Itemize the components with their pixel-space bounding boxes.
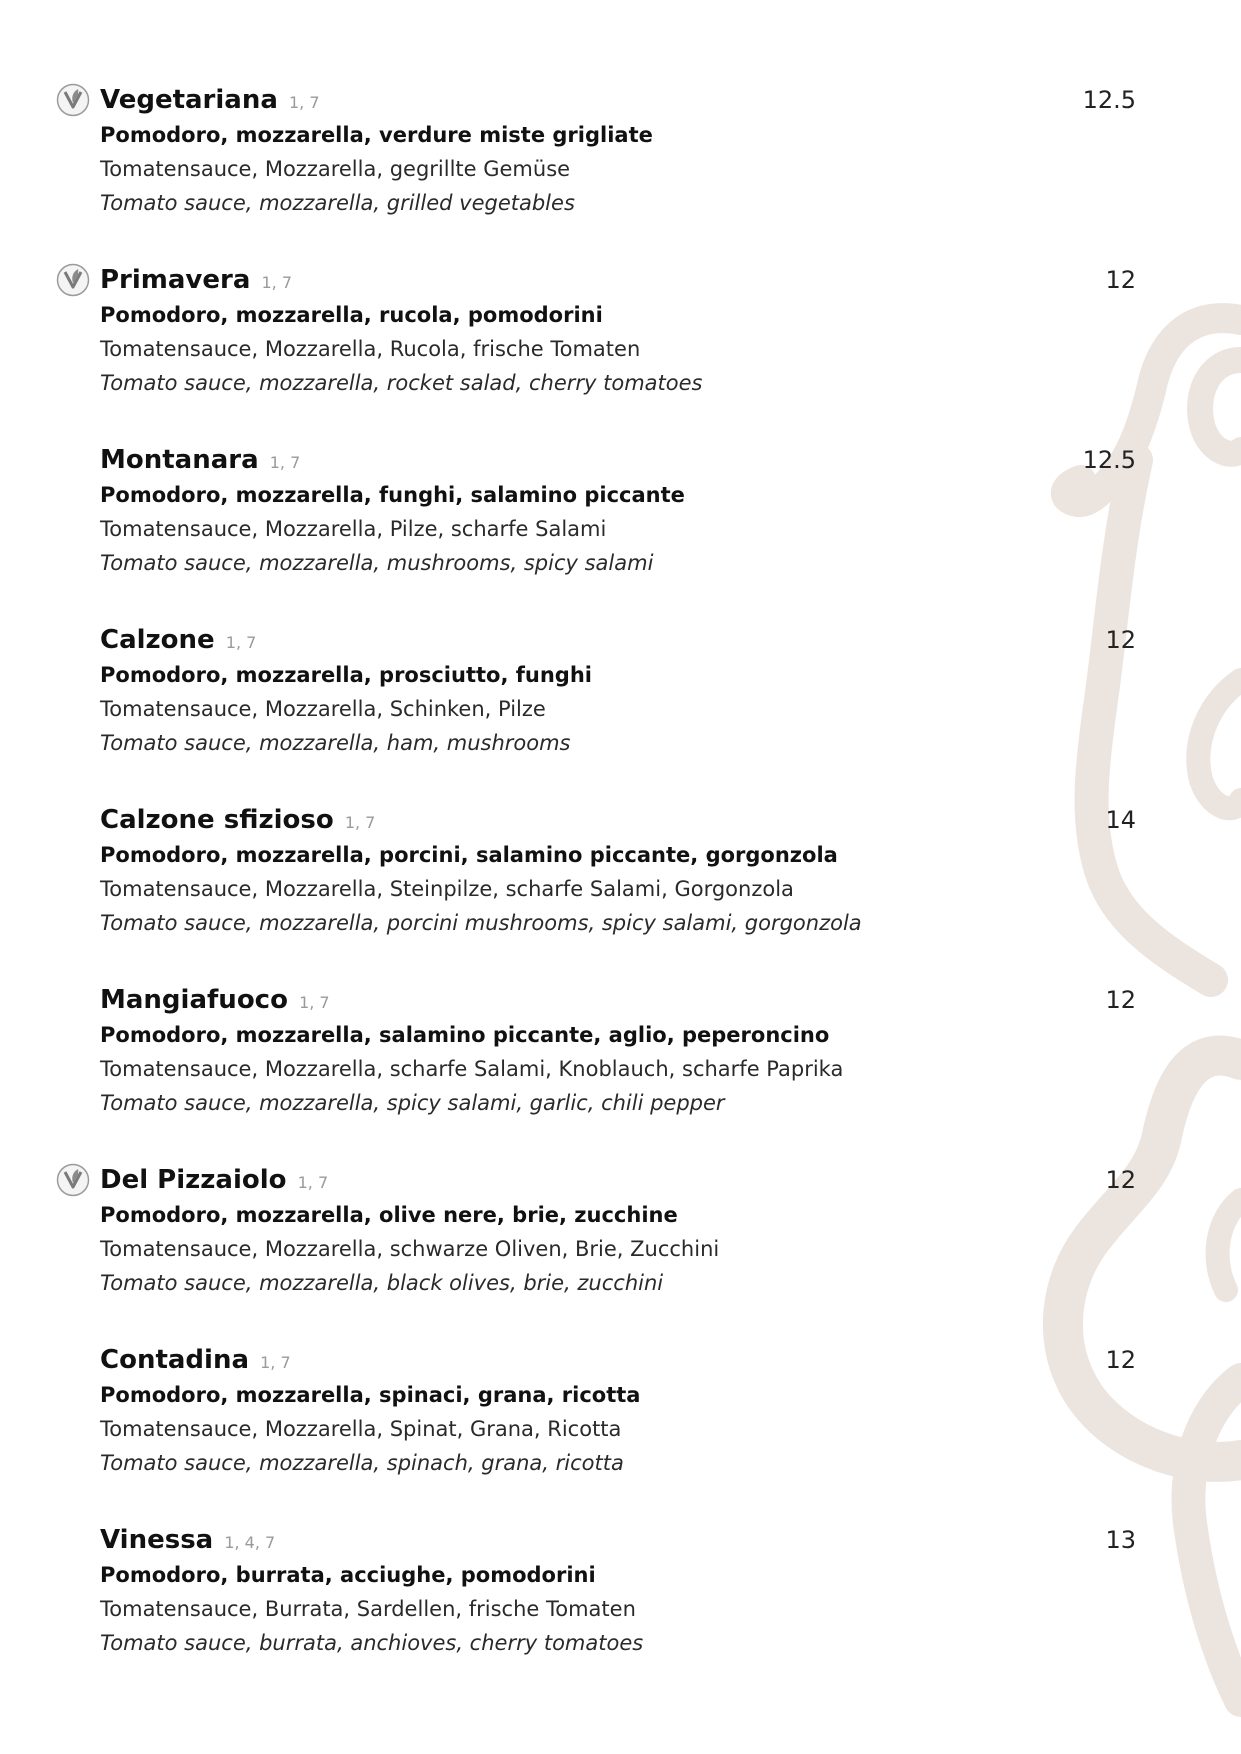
item-price: 13 <box>1105 1526 1136 1554</box>
description-english: Tomato sauce, mozzarella, spicy salami, garlic, chili pepper <box>100 1091 725 1115</box>
description-german: Tomatensauce, Mozzarella, schwarze Oliven, Brie, Zucchini <box>100 1237 720 1261</box>
description-italian: Pomodoro, mozzarella, verdure miste grigliate <box>100 123 653 147</box>
item-name: Contadina <box>100 1345 250 1375</box>
item-allergens: 1, 7 <box>225 633 257 652</box>
pizza-menu <box>56 83 1136 1703</box>
item-allergens: 1, 7 <box>269 453 301 472</box>
description-german: Tomatensauce, Mozzarella, Pilze, scharfe Salami <box>100 517 607 541</box>
menu-item-primavera <box>56 263 1136 443</box>
description-italian: Pomodoro, mozzarella, rucola, pomodorini <box>100 303 603 327</box>
menu-item-contadina <box>56 1343 1136 1523</box>
item-allergens: 1, 7 <box>297 1173 329 1192</box>
description-german: Tomatensauce, Mozzarella, Rucola, frische Tomaten <box>100 337 641 361</box>
menu-item-calzone <box>56 623 1136 803</box>
menu-item-calzone-sfizioso <box>56 803 1136 983</box>
item-price: 12 <box>1105 266 1136 294</box>
description-italian: Pomodoro, burrata, acciughe, pomodorini <box>100 1563 596 1587</box>
description-italian: Pomodoro, mozzarella, porcini, salamino piccante, gorgonzola <box>100 843 838 867</box>
description-english: Tomato sauce, mozzarella, grilled vegetables <box>100 191 575 215</box>
item-name: Calzone sfizioso <box>100 805 334 835</box>
menu-item-mangiafuoco <box>56 983 1136 1163</box>
description-german: Tomatensauce, Mozzarella, Steinpilze, scharfe Salami, Gorgonzola <box>100 877 794 901</box>
description-english: Tomato sauce, mozzarella, ham, mushrooms <box>100 731 571 755</box>
item-price: 12.5 <box>1082 86 1136 114</box>
item-name: Calzone <box>100 625 215 655</box>
item-name: Mangiafuoco <box>100 985 288 1015</box>
description-italian: Pomodoro, mozzarella, olive nere, brie, zucchine <box>100 1203 678 1227</box>
vegetarian-icon <box>56 263 90 297</box>
item-price: 12 <box>1105 1346 1136 1374</box>
description-italian: Pomodoro, mozzarella, salamino piccante, aglio, peperoncino <box>100 1023 830 1047</box>
item-price: 12 <box>1105 626 1136 654</box>
item-price: 12.5 <box>1082 446 1136 474</box>
description-english: Tomato sauce, mozzarella, spinach, grana, ricotta <box>100 1451 624 1475</box>
menu-item-vinessa <box>56 1523 1136 1703</box>
item-name: Del Pizzaiolo <box>100 1165 287 1195</box>
vegetarian-icon <box>56 83 90 117</box>
item-price: 12 <box>1105 986 1136 1014</box>
item-allergens: 1, 7 <box>261 273 293 292</box>
item-name: Vegetariana <box>100 85 278 115</box>
description-italian: Pomodoro, mozzarella, funghi, salamino piccante <box>100 483 685 507</box>
description-english: Tomato sauce, mozzarella, black olives, brie, zucchini <box>100 1271 664 1295</box>
description-english: Tomato sauce, burrata, anchioves, cherry tomatoes <box>100 1631 644 1655</box>
menu-item-del-pizzaiolo <box>56 1163 1136 1343</box>
description-german: Tomatensauce, Mozzarella, gegrillte Gemüse <box>100 157 571 181</box>
menu-item-montanara <box>56 443 1136 623</box>
menu-item-vegetariana <box>56 83 1136 263</box>
description-english: Tomato sauce, mozzarella, rocket salad, cherry tomatoes <box>100 371 703 395</box>
item-allergens: 1, 7 <box>344 813 376 832</box>
item-name: Primavera <box>100 265 251 295</box>
description-english: Tomato sauce, mozzarella, porcini mushrooms, spicy salami, gorgonzola <box>100 911 862 935</box>
description-english: Tomato sauce, mozzarella, mushrooms, spicy salami <box>100 551 654 575</box>
vegetarian-icon <box>56 1163 90 1197</box>
item-allergens: 1, 7 <box>299 993 330 1012</box>
item-price: 12 <box>1105 1166 1136 1194</box>
description-german: Tomatensauce, Burrata, Sardellen, frische Tomaten <box>100 1597 636 1621</box>
item-name: Montanara <box>100 445 259 475</box>
description-german: Tomatensauce, Mozzarella, scharfe Salami, Knoblauch, scharfe Paprika <box>100 1057 844 1081</box>
description-german: Tomatensauce, Mozzarella, Schinken, Pilze <box>100 697 546 721</box>
item-allergens: 1, 4, 7 <box>224 1533 276 1552</box>
item-allergens: 1, 7 <box>288 93 320 112</box>
description-italian: Pomodoro, mozzarella, prosciutto, funghi <box>100 663 592 687</box>
item-allergens: 1, 7 <box>260 1353 291 1372</box>
item-price: 14 <box>1105 806 1136 834</box>
item-name: Vinessa <box>100 1525 214 1555</box>
description-german: Tomatensauce, Mozzarella, Spinat, Grana, Ricotta <box>100 1417 622 1441</box>
description-italian: Pomodoro, mozzarella, spinaci, grana, ricotta <box>100 1383 641 1407</box>
